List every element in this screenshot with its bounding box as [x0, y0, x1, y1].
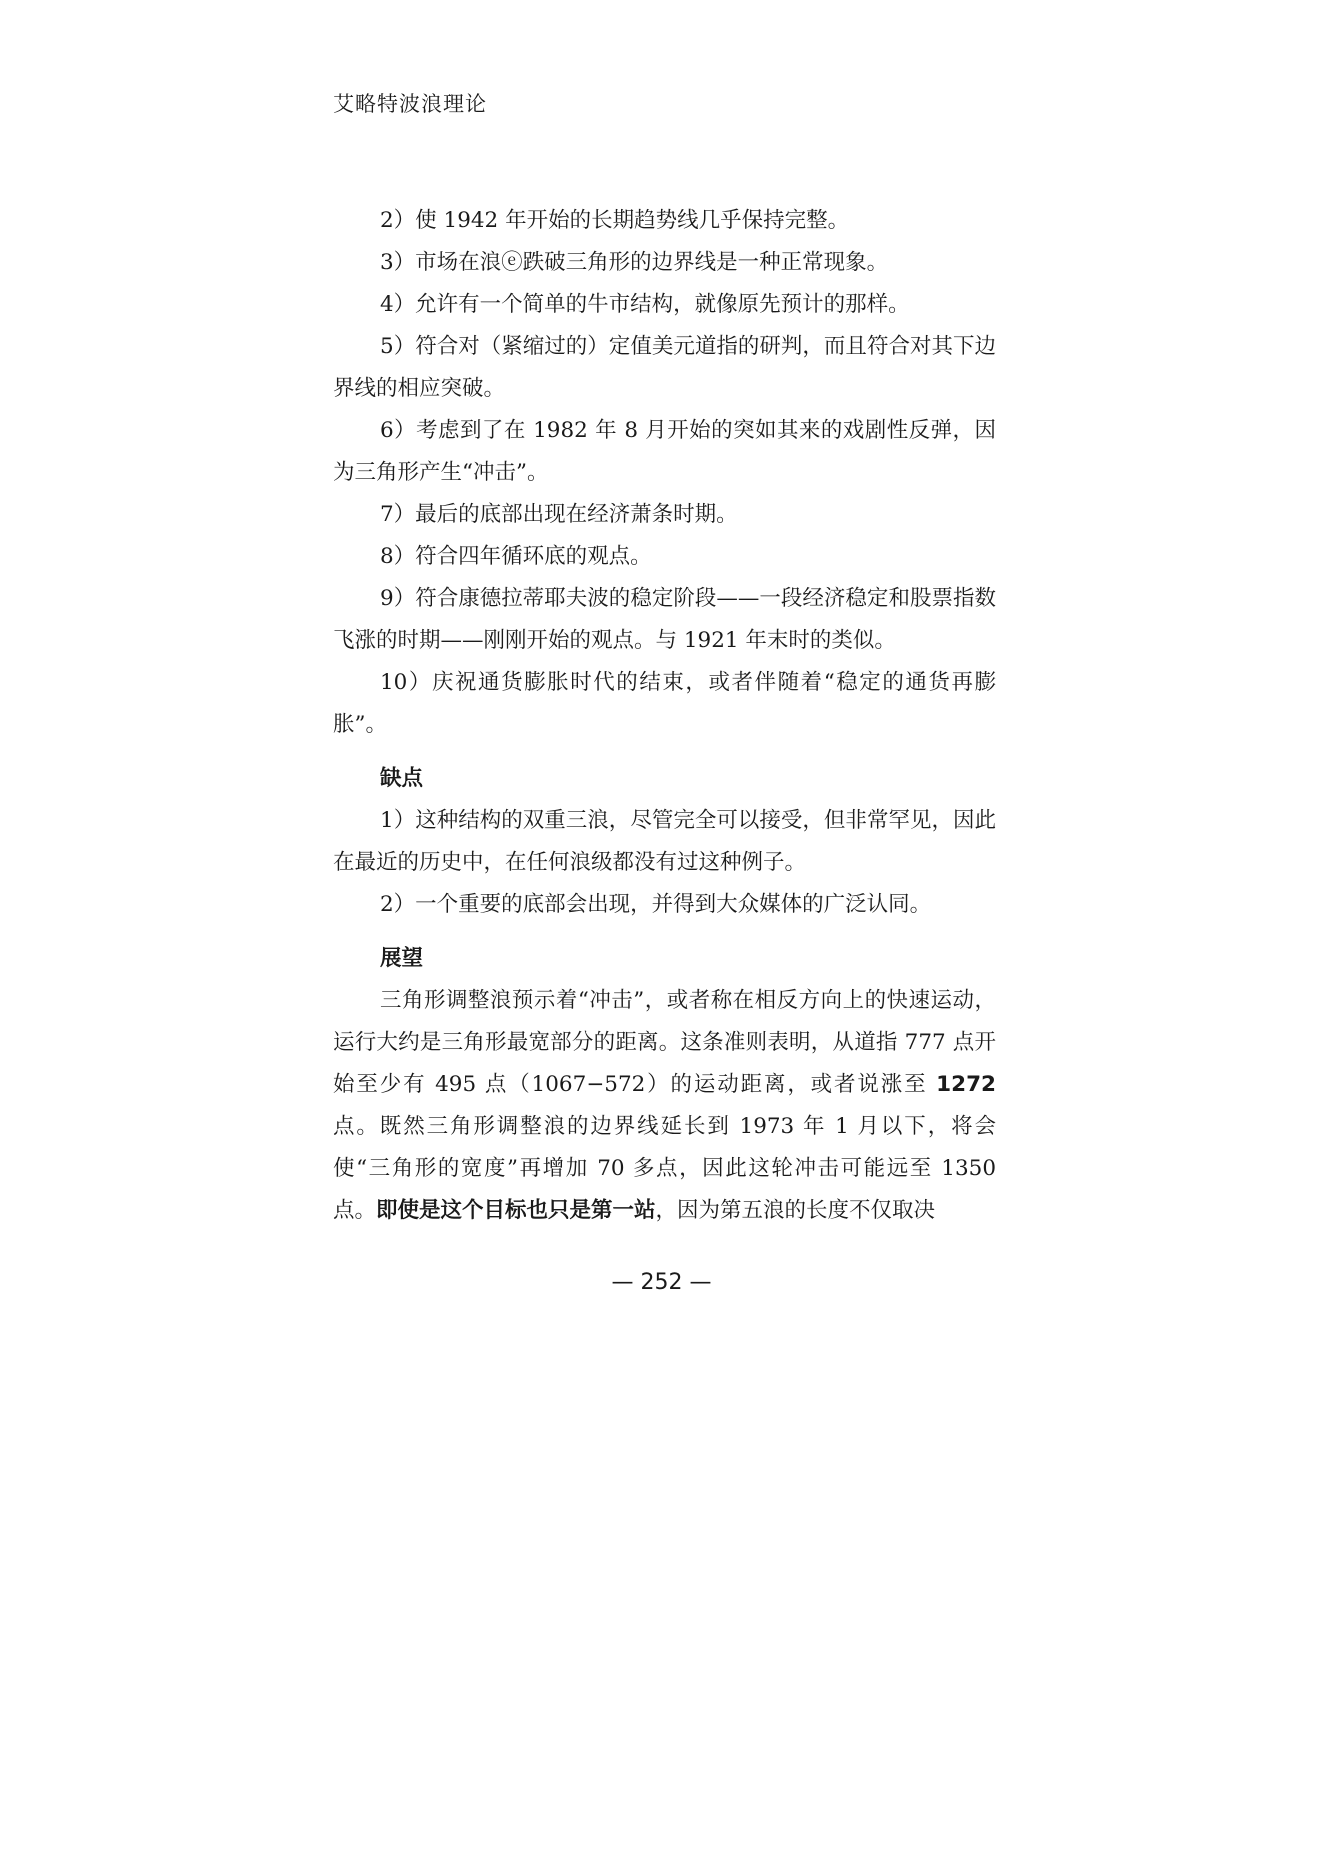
target-value: 1272 [936, 1072, 996, 1097]
emphasis-text: 即使是这个目标也只是第一站 [376, 1198, 656, 1223]
list-item: 3）市场在浪ⓔ跌破三角形的边界线是一种正常现象。 [380, 250, 889, 275]
list-item: 2）一个重要的底部会出现，并得到大众媒体的广泛认同。 [380, 892, 932, 917]
running-header: 艾略特波浪理论 [333, 92, 487, 116]
list-item: 4）允许有一个简单的牛市结构，就像原先预计的那样。 [380, 292, 910, 317]
list-item: 5）符合对（紧缩过的）定值美元道指的研判，而且符合对其下边界线的相应突破。 [333, 334, 996, 401]
list-item: 6）考虑到了在 1982 年 8 月开始的突如其来的戏剧性反弹，因为三角形产生“冲击”。 [333, 418, 996, 485]
list-item: 8）符合四年循环底的观点。 [380, 544, 652, 569]
outlook-text: 点。既然三角形调整浪的边界线延长到 1973 年 1 月以下，将会使“三角形的宽度”再增加 70 多点，因此这轮冲击可能远至 1350 点。 [333, 1114, 996, 1223]
page-number: — 252 — [611, 1270, 712, 1295]
list-item: 2）使 1942 年开始的长期趋势线几乎保持完整。 [380, 208, 850, 233]
disadvantages-heading: 缺点 [380, 766, 424, 791]
outlook-text: ，因为第五浪的长度不仅取决 [655, 1198, 936, 1223]
list-item: 10）庆祝通货膨胀时代的结束，或者伴随着“稳定的通货再膨胀”。 [333, 670, 996, 737]
advantages-list [333, 200, 996, 746]
disadvantages-list [333, 800, 996, 926]
list-item: 7）最后的底部出现在经济萧条时期。 [380, 502, 738, 527]
outlook-paragraph [333, 980, 996, 1232]
list-item: 1）这种结构的双重三浪，尽管完全可以接受，但非常罕见，因此在最近的历史中，在任何浪级都没有过这种例子。 [333, 808, 996, 875]
outlook-text: 三角形调整浪预示着“冲击”，或者称在相反方向上的快速运动，运行大约是三角形最宽部分的距离。这条准则表明，从道指 777 点开始至少有 495 点（1067−572）的运动距离，或者说涨至 [333, 988, 996, 1097]
outlook-heading: 展望 [380, 946, 424, 971]
list-item: 9）符合康德拉蒂耶夫波的稳定阶段——一段经济稳定和股票指数飞涨的时期——刚刚开始的观点。与 1921 年末时的类似。 [333, 586, 996, 653]
body-text [333, 200, 996, 1232]
